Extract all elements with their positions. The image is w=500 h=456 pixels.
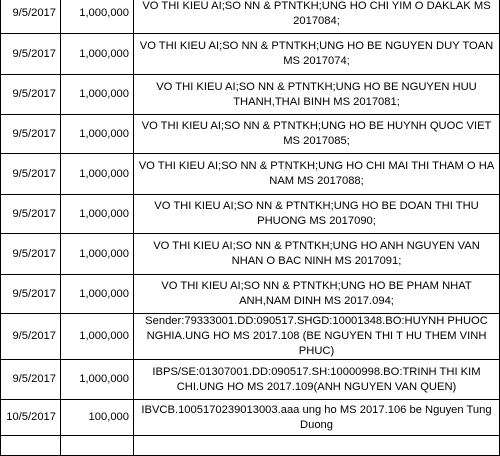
description-cell: VO THI KIEU AI;SO NN & PTNTKH;UNG HO CHI YIM O DAKLAK MS 2017084; <box>134 0 500 34</box>
date-cell: 9/5/2017 <box>1 275 61 314</box>
description-cell: VO THI KIEU AI;SO NN & PTNTKH;UNG HO CHI MAI THI THAM O HA NAM MS 2017088; <box>134 154 500 195</box>
amount-cell: 1,000,000 <box>61 75 134 115</box>
table-row <box>1 75 500 115</box>
table-row <box>1 115 500 154</box>
description-cell: VO THI KIEU AI;SO NN & PTNTKH;UNG HO BE DOAN THI THU PHUONG MS 2017090; <box>134 195 500 234</box>
amount-cell <box>61 436 134 456</box>
date-cell: 9/5/2017 <box>1 360 61 400</box>
date-cell: 9/5/2017 <box>1 234 61 275</box>
date-cell: 9/5/2017 <box>1 75 61 115</box>
amount-cell: 1,000,000 <box>61 234 134 275</box>
table-row <box>1 436 500 456</box>
description-cell: VO THI KIEU AI;SO NN & PTNTKH;UNG HO BE NGUYEN DUY TOAN MS 2017074; <box>134 34 500 75</box>
amount-cell: 1,000,000 <box>61 314 134 360</box>
table-row <box>1 34 500 75</box>
amount-cell: 1,000,000 <box>61 195 134 234</box>
amount-cell: 1,000,000 <box>61 154 134 195</box>
date-cell: 9/5/2017 <box>1 115 61 154</box>
description-cell: VO THI KIEU AI;SO NN & PTNTKH;UNG HO ANH NGUYEN VAN NHAN O BAC NINH MS 2017091; <box>134 234 500 275</box>
date-cell: 9/5/2017 <box>1 0 61 34</box>
amount-cell: 1,000,000 <box>61 115 134 154</box>
description-cell: VO THI KIEU AI;SO NN & PTNTKH;UNG HO BE NGUYEN HUU THANH,THAI BINH MS 2017081; <box>134 75 500 115</box>
date-cell <box>1 436 61 456</box>
description-cell: IBVCB.1005170239013003.aaa ung ho MS 2017.106 be Nguyen Tung Duong <box>134 400 500 436</box>
table-row <box>1 0 500 34</box>
date-cell: 9/5/2017 <box>1 314 61 360</box>
table-row <box>1 360 500 400</box>
description-cell <box>134 436 500 456</box>
amount-cell: 1,000,000 <box>61 360 134 400</box>
table-row <box>1 154 500 195</box>
date-cell: 9/5/2017 <box>1 34 61 75</box>
amount-cell: 1,000,000 <box>61 275 134 314</box>
table-row <box>1 234 500 275</box>
date-cell: 9/5/2017 <box>1 154 61 195</box>
amount-cell: 1,000,000 <box>61 34 134 75</box>
table-row <box>1 195 500 234</box>
table-row <box>1 314 500 360</box>
description-cell: VO THI KIEU AI;SO NN & PTNTKH;UNG HO BE PHAM NHAT ANH,NAM DINH MS 2017.094; <box>134 275 500 314</box>
table-row <box>1 275 500 314</box>
date-cell: 9/5/2017 <box>1 195 61 234</box>
amount-cell: 1,000,000 <box>61 0 134 34</box>
description-cell: VO THI KIEU AI;SO NN & PTNTKH;UNG HO BE HUYNH QUOC VIET MS 2017085; <box>134 115 500 154</box>
table-row <box>1 400 500 436</box>
date-cell: 10/5/2017 <box>1 400 61 436</box>
description-cell: IBPS/SE:01307001.DD:090517.SH:10000998.BO:TRINH THI KIM CHI.UNG HO MS 2017.109(ANH NGUYEN VAN QUEN) <box>134 360 500 400</box>
description-cell: Sender:79333001.DD:090517.SHGD:10001348.BO:HUYNH PHUOC NGHIA.UNG HO MS 2017.108 (BE NGUYEN THI T HU THEM VINH PHUC) <box>134 314 500 360</box>
amount-cell: 100,000 <box>61 400 134 436</box>
